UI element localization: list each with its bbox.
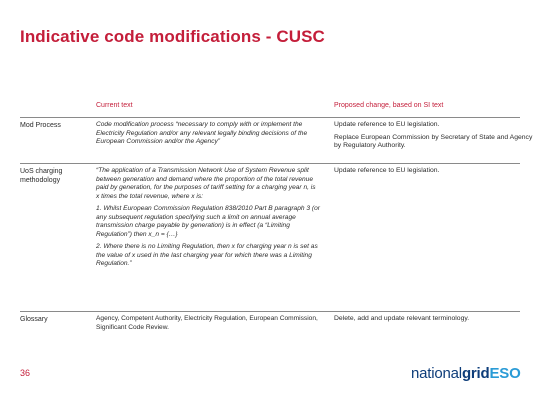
current-text-header: Current text: [96, 102, 133, 109]
page-number: 36: [20, 368, 31, 378]
current-text-paragraph: “The application of a Transmission Network Use of System Revenue split between generation and demand where the proportion of the total revenue paid by generation, for the purposes of tariff setting for a charging year n, is x times the total revenue, where x is:: [96, 167, 316, 200]
proposed-change-paragraph: Replace European Commission by Secretary of State and Agency by Regulatory Authority.: [334, 133, 533, 149]
slide-title: Indicative code modifications - CUSC: [20, 27, 325, 46]
proposed-change-cell: [334, 315, 534, 328]
row-label: Glossary: [20, 316, 48, 323]
modifications-table: [20, 102, 533, 351]
current-text-paragraph: Code modification process “necessary to comply with or implement the Electricity Regulation and/or any relevant legally binding decisions of the European Commission and/or the Agency”: [96, 121, 308, 145]
row-label: UoS charging methodology: [20, 168, 63, 184]
proposed-change-paragraph: Update reference to EU legislation.: [334, 167, 440, 174]
table-header-row: [20, 102, 520, 117]
table-row-glossary: [20, 311, 520, 351]
proposed-change-header: Proposed change, based on SI text: [334, 102, 444, 109]
proposed-change-cell: [334, 167, 534, 180]
proposed-change-cell: [334, 121, 534, 155]
row-label: Mod Process: [20, 122, 61, 129]
logo-text-eso: ESO: [489, 365, 521, 382]
proposed-change-paragraph: Update reference to EU legislation.: [334, 121, 440, 128]
logo-text-grid: grid: [461, 365, 490, 382]
proposed-change-paragraph: Delete, add and update relevant terminology.: [334, 315, 470, 322]
table-row-uos-charging: [20, 163, 520, 311]
current-text-cell: [96, 121, 320, 151]
current-text-cell: [96, 167, 320, 273]
current-text-cell: [96, 315, 320, 336]
national-grid-eso-logo: [411, 365, 521, 382]
current-text-paragraph: 2. Where there is no Limiting Regulation, then x for charging year n is set as the value of x used in the last charging year for which there was a Limiting Regulation.”: [96, 243, 318, 267]
current-text-paragraph: 1. Whilst European Commission Regulation 838/2010 Part B paragraph 3 (or any subsequent regulation specifying such a limit on annual average transmission charge payable by generation) is in effect (a “Limiting Regulation”) then x_n = {…}: [96, 205, 320, 238]
logo-text-national: national: [411, 365, 462, 382]
current-text-paragraph: Agency, Competent Authority, Electricity Regulation, European Commission, Significant Code Review.: [96, 315, 318, 331]
table-row-mod-process: [20, 117, 533, 163]
